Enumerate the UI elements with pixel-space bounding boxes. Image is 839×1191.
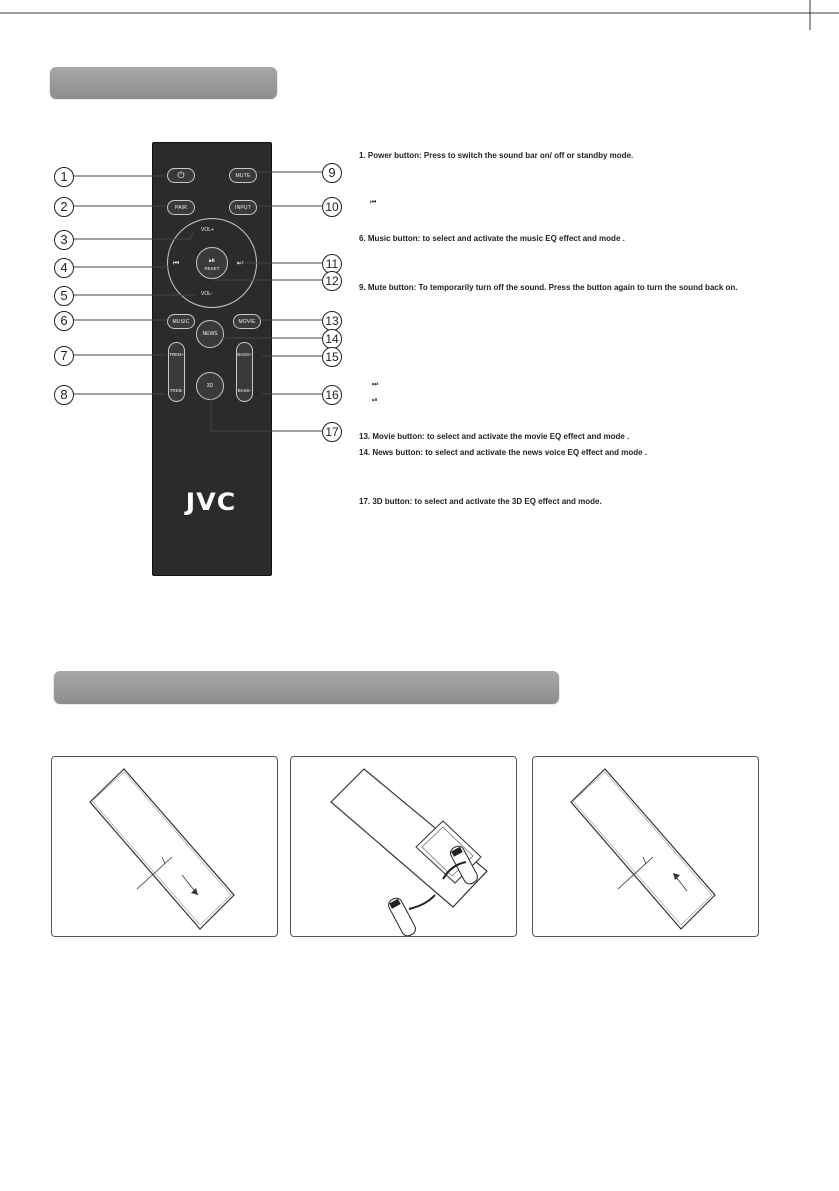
remote-control-illustration: [152, 142, 272, 576]
jvc-logo: JVC: [185, 488, 237, 516]
section-header-remote-control: [50, 67, 277, 98]
callout-17: 17: [322, 422, 342, 442]
play-pause-icon: ⏯: [208, 255, 216, 265]
battery-step-3-panel: [532, 756, 759, 937]
callout-11: 11: [322, 254, 342, 274]
battery-step-1-panel: [51, 756, 278, 937]
remote-back-cover-open-illustration: [52, 757, 278, 937]
callout-8: 8: [54, 385, 74, 405]
callout-4: 4: [54, 258, 74, 278]
bass-minus-label: BASS-: [237, 388, 252, 393]
power-icon: ⏻: [177, 170, 185, 180]
callout-7: 7: [54, 346, 74, 366]
remote-back-cover-close-illustration: [533, 757, 759, 937]
vol-plus-label[interactable]: VOL+: [201, 227, 214, 233]
play-pause-reset-button[interactable]: ⏯ RESET: [196, 247, 228, 279]
callout-15: 15: [322, 347, 342, 367]
callout-9: 9: [322, 163, 342, 183]
bass-rocker[interactable]: [236, 342, 253, 402]
previous-icon[interactable]: ⏮: [173, 260, 180, 267]
callout-6: 6: [54, 311, 74, 331]
callout-3: 3: [54, 230, 74, 250]
input-button[interactable]: INPUT: [229, 200, 257, 215]
callout-10: 10: [322, 197, 342, 217]
treble-plus-label: TREB+: [169, 352, 184, 357]
vol-minus-label[interactable]: VOL-: [201, 291, 213, 297]
callout-1: 1: [54, 167, 74, 187]
callout-14: 14: [322, 329, 342, 349]
callout-5: 5: [54, 286, 74, 306]
music-button[interactable]: MUSIC: [167, 314, 195, 329]
3d-button[interactable]: 3D: [196, 372, 224, 400]
battery-step-2-panel: [290, 756, 517, 937]
description-movie-button: 13. Movie button: to select and activate the movie EQ effect and mode .: [359, 432, 630, 441]
callout-13: 13: [322, 311, 342, 331]
description-3d-button: 17. 3D button: to select and activate the 3D EQ effect and mode.: [359, 497, 602, 506]
description-power-button: 1. Power button: Press to switch the sound bar on/ off or standby mode.: [359, 151, 634, 160]
insert-batteries-illustration: [291, 757, 517, 937]
description-mute-button: 9. Mute button: To temporarily turn off the sound. Press the button again to turn the sound back on.: [359, 283, 738, 292]
treble-rocker[interactable]: [168, 342, 185, 402]
pair-button[interactable]: PAIR: [167, 200, 195, 215]
next-icon[interactable]: ⏭: [237, 260, 244, 267]
power-button[interactable]: [167, 168, 195, 183]
description-news-button: 14. News button: to select and activate the news voice EQ effect and mode .: [359, 448, 648, 457]
description-music-button: 6. Music button: to select and activate the music EQ effect and mode .: [359, 234, 625, 243]
play-pause-icon: ⏯: [372, 397, 378, 404]
section-header-battery-installation: [54, 671, 559, 703]
mute-button[interactable]: MUTE: [229, 168, 257, 183]
callout-12: 12: [322, 271, 342, 291]
bass-plus-label: BASS+: [237, 352, 252, 357]
treble-minus-label: TREB-: [169, 388, 184, 393]
movie-button[interactable]: MOVIE: [233, 314, 261, 329]
callout-2: 2: [54, 197, 74, 217]
callout-16: 16: [322, 385, 342, 405]
next-track-icon: ⏭: [372, 381, 379, 388]
news-button[interactable]: NEWS: [196, 320, 224, 348]
previous-track-icon: ⏮: [370, 199, 377, 206]
